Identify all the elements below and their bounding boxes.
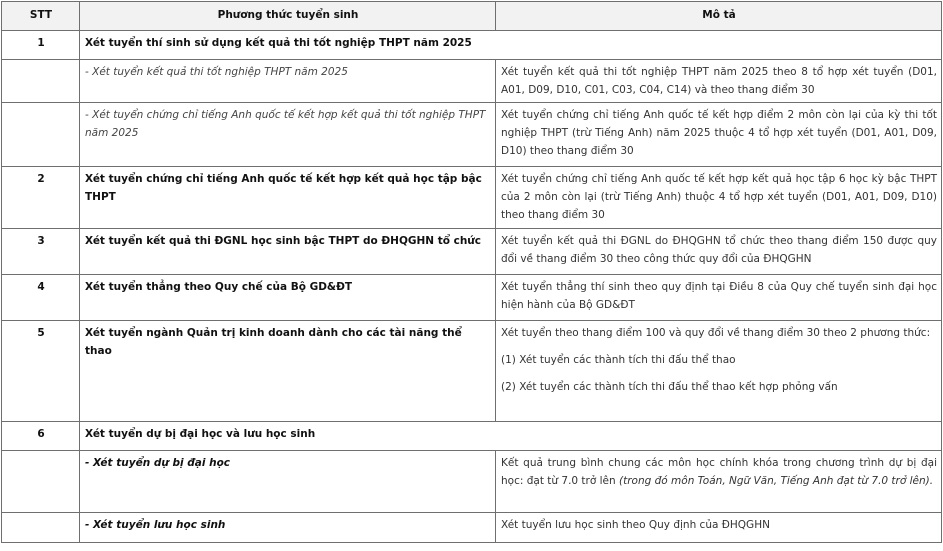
- sub-description: Xét tuyển lưu học sinh theo Quy định của ĐHQGHN: [496, 513, 942, 543]
- description-cell: Xét tuyển kết quả thi ĐGNL do ĐHQGHN tổ chức theo thang điểm 150 được quy đổi về thang điểm 30 theo công thức quy đổi của ĐHQGHN: [496, 229, 942, 275]
- description-intro: Xét tuyển theo thang điểm 100 và quy đổi về thang điểm 30 theo 2 phương thức:: [501, 327, 931, 339]
- sub-method: - Xét tuyển chứng chỉ tiếng Anh quốc tế kết hợp kết quả thi tốt nghiệp THPT năm 2025: [80, 103, 496, 167]
- table-row: [2, 167, 942, 229]
- row-stt-empty: [2, 103, 80, 167]
- sub-description: Xét tuyển chứng chỉ tiếng Anh quốc tế kết hợp điểm 2 môn còn lại của kỳ thi tốt nghiệp THPT (trừ Tiếng Anh) năm 2025 thuộc 4 tổ hợp xét tuyển (D01, A01, D09, D10) theo thang điểm 30: [496, 103, 942, 167]
- method-cell: Xét tuyển kết quả thi ĐGNL học sinh bậc THPT do ĐHQGHN tổ chức: [80, 229, 496, 275]
- table-row: [2, 321, 942, 422]
- sub-description-note: (trong đó môn Toán, Ngữ Văn, Tiếng Anh đạt từ 7.0 trở lên).: [619, 475, 934, 487]
- sub-method: - Xét tuyển lưu học sinh: [80, 513, 496, 543]
- table-row: [2, 31, 942, 60]
- method-cell: Xét tuyển ngành Quản trị kinh doanh dành cho các tài năng thể thao: [80, 321, 496, 422]
- row-stt: 1: [2, 31, 80, 60]
- description-option-2: (2) Xét tuyển các thành tích thi đấu thể thao kết hợp phỏng vấn: [501, 381, 838, 393]
- header-method: Phương thức tuyển sinh: [80, 2, 496, 31]
- row-stt-empty: [2, 60, 80, 103]
- row-stt: 4: [2, 275, 80, 321]
- description-cell: Xét tuyển chứng chỉ tiếng Anh quốc tế kết hợp kết quả học tập 6 học kỳ bậc THPT của 2 môn còn lại (trừ Tiếng Anh) thuộc 4 tổ hợp xét tuyển (D01, A01, D09, D10) theo thang điểm 30: [496, 167, 942, 229]
- sub-description: [496, 451, 942, 513]
- admission-methods-table: [1, 1, 942, 543]
- sub-description-main: Kết quả trung bình chung các môn học chính khóa trong chương trình dự bị đại học: đạt từ 7.0 trở lên: [501, 457, 937, 487]
- section-title: Xét tuyển dự bị đại học và lưu học sinh: [80, 422, 942, 451]
- description-cell: [496, 321, 942, 422]
- row-stt: 6: [2, 422, 80, 451]
- header-stt: STT: [2, 2, 80, 31]
- method-cell: Xét tuyển chứng chỉ tiếng Anh quốc tế kết hợp kết quả học tập bậc THPT: [80, 167, 496, 229]
- section-title: Xét tuyển thí sinh sử dụng kết quả thi tốt nghiệp THPT năm 2025: [80, 31, 942, 60]
- description-option-1: (1) Xét tuyển các thành tích thi đấu thể thao: [501, 354, 736, 366]
- table-header-row: [2, 2, 942, 31]
- table-row: [2, 103, 942, 167]
- description-cell: Xét tuyển thẳng thí sinh theo quy định tại Điều 8 của Quy chế tuyển sinh đại học hiện hành của Bộ GD&ĐT: [496, 275, 942, 321]
- method-cell: Xét tuyển thẳng theo Quy chế của Bộ GD&ĐT: [80, 275, 496, 321]
- row-stt: 3: [2, 229, 80, 275]
- admission-table-container: [1, 1, 941, 543]
- sub-method: - Xét tuyển dự bị đại học: [80, 451, 496, 513]
- table-row: [2, 451, 942, 513]
- sub-method: - Xét tuyển kết quả thi tốt nghiệp THPT năm 2025: [80, 60, 496, 103]
- row-stt: 2: [2, 167, 80, 229]
- table-row: [2, 275, 942, 321]
- row-stt: 5: [2, 321, 80, 422]
- table-row: [2, 513, 942, 543]
- row-stt-empty: [2, 513, 80, 543]
- table-row: [2, 60, 942, 103]
- sub-description: Xét tuyển kết quả thi tốt nghiệp THPT năm 2025 theo 8 tổ hợp xét tuyển (D01, A01, D09, D10, C01, C03, C04, C14) và theo thang điểm 30: [496, 60, 942, 103]
- table-row: [2, 422, 942, 451]
- row-stt-empty: [2, 451, 80, 513]
- header-description: Mô tả: [496, 2, 942, 31]
- table-row: [2, 229, 942, 275]
